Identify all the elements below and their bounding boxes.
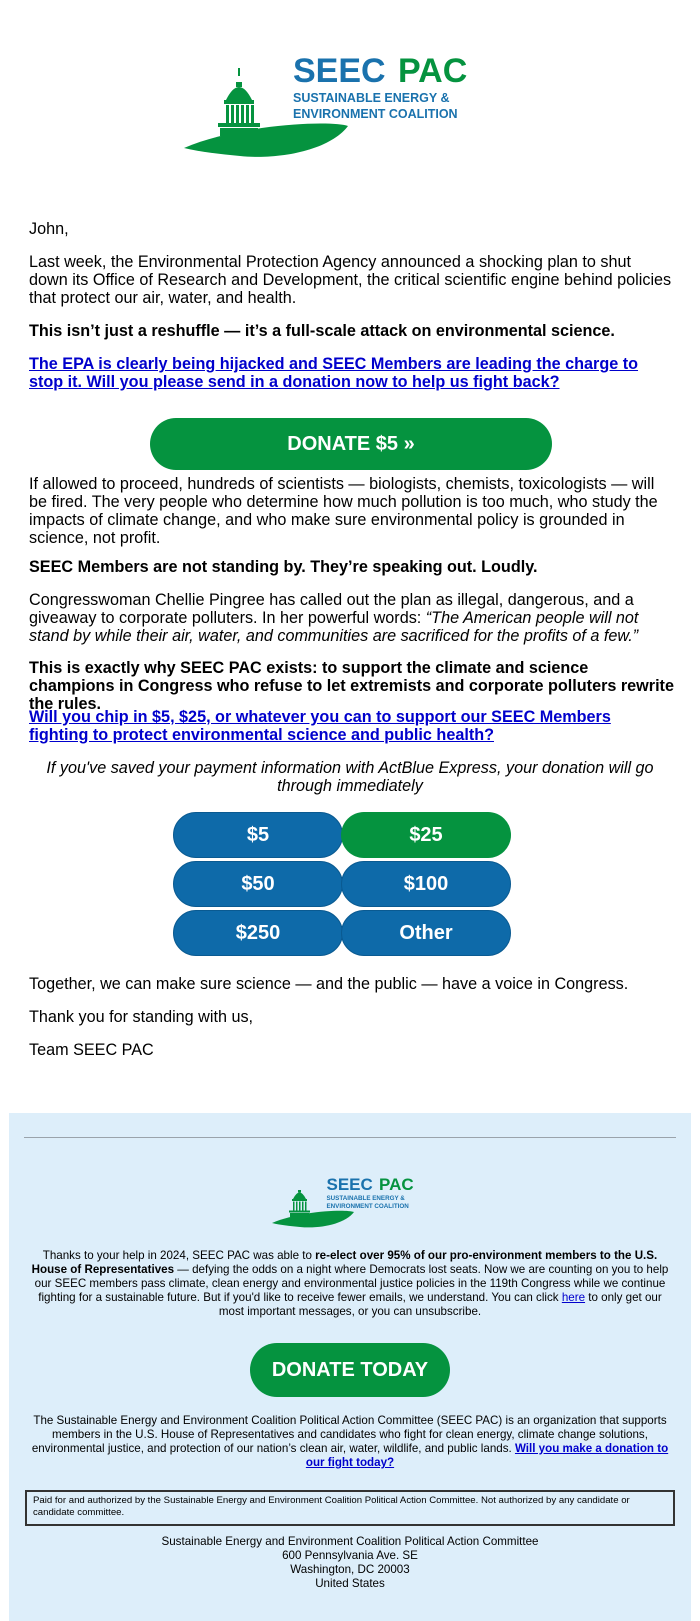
footer-logo — [270, 1165, 430, 1233]
address-line-2: 600 Pennsylvania Ave. SE — [282, 1549, 418, 1562]
footer-about-paragraph — [30, 1414, 670, 1470]
paragraph-scientists: If allowed to proceed, hundreds of scientists — biologists, chemists, toxicologists — will be fired. The very people who determine how much pollution is too much, who study the impacts of climate change, and who make sure environmental policy is grounded in science, not profit. — [29, 475, 658, 547]
footer-address — [30, 1535, 670, 1591]
footer-logo-word-seec: SEEC — [326, 1175, 373, 1194]
paragraph-epa-plan: Last week, the Environmental Protection Agency announced a shocking plan to shut down its Office of Research and Development, the critical scientific engine behind policies that protect our air, water, and health. — [29, 253, 672, 307]
amount-button-250[interactable]: $250 — [173, 910, 343, 956]
footer-logo-line2: ENVIRONMENT COALITION — [326, 1203, 409, 1210]
pingree-text: Congresswoman Chellie Pingree has called out the plan as illegal, dangerous, and a giveaway to corporate polluters. In her powerful words: — [29, 591, 634, 627]
paragraph-attack: This isn’t just a reshuffle — it’s a full-scale attack on environmental science. — [29, 322, 615, 340]
address-line-4: United States — [315, 1577, 385, 1590]
footer-about-text: The Sustainable Energy and Environment Coalition Political Action Committee (SEEC PAC) is an organization that supports members in the U.S. House of Representatives and candidates who fight for clean energy, climate change solutions, environmental justice, and protection of our nation’s clean air, water, wildlife, and public lands. — [31, 1414, 667, 1455]
footer-thanks-bold: re-elect over 95% of our pro-environment members to the U.S. House of Representatives — [31, 1249, 658, 1276]
footer-thanks-c: — defying the odds on a night where Democrats lost seats. Now we are counting on you to help our SEEC members pass climate, clean energy and environmental justice policies in the 119th Congress while we continue fighting for a sustainable future. But if you'd like to receive fewer emails, we understand. You can click — [34, 1263, 669, 1304]
footer-thanks-paragraph — [30, 1249, 670, 1319]
amount-button-100[interactable]: $100 — [341, 861, 511, 907]
logo-word-pac: PAC — [398, 52, 468, 90]
footer-thanks-a: Thanks to your help in 2024, SEEC PAC was able to — [42, 1249, 316, 1262]
paragraph-members-speaking: SEEC Members are not standing by. They’re speaking out. Loudly. — [29, 558, 538, 576]
logo-line2: ENVIRONMENT COALITION — [293, 107, 458, 121]
logo-word-seec: SEEC — [293, 52, 386, 90]
paid-for-disclaimer: Paid for and authorized by the Sustainable Energy and Environment Coalition Political Action Committee. Not authorized by any candidate or candidate committee. — [25, 1490, 675, 1526]
donation-link-fight-back[interactable]: The EPA is clearly being hijacked and SEEC Members are leading the charge to stop it. Will you please send in a donation now to help us fight back? — [29, 355, 639, 391]
signature: Team SEEC PAC — [29, 1041, 154, 1059]
pingree-quote: “The American people will not stand by while their air, water, and communities are sacrificed for the profits of a few.” — [29, 609, 639, 645]
actblue-express-note: If you've saved your payment information with ActBlue Express, your donation will go through immediately — [46, 759, 654, 795]
donate-5-button[interactable]: DONATE $5 » — [150, 418, 552, 470]
paragraph-why-seec: This is exactly why SEEC PAC exists: to support the climate and science champions in Congress who refuse to let extremists and corporate polluters rewrite the rules. — [29, 659, 674, 713]
footer-logo-line1: SUSTAINABLE ENERGY & — [326, 1195, 405, 1202]
paragraph-together: Together, we can make sure science — and the public — have a voice in Congress. — [29, 975, 629, 993]
amount-button-25[interactable]: $25 — [341, 812, 511, 858]
amount-button-5[interactable]: $5 — [173, 812, 343, 858]
donation-link-chip-in[interactable]: Will you chip in $5, $25, or whatever you can to support our SEEC Members fighting to protect environmental science and public health? — [29, 708, 611, 744]
footer-thanks-d: to only get our most important messages, or you can unsubscribe. — [218, 1291, 662, 1318]
paragraph-pingree — [29, 591, 674, 645]
seec-pac-logo — [180, 38, 500, 162]
amount-button-50[interactable]: $50 — [173, 861, 343, 907]
donate-today-button[interactable]: DONATE TODAY — [250, 1343, 450, 1397]
address-line-1: Sustainable Energy and Environment Coalition Political Action Committee — [161, 1535, 539, 1548]
footer-divider — [24, 1137, 676, 1138]
footer-logo-word-pac: PAC — [379, 1175, 414, 1194]
logo-line1: SUSTAINABLE ENERGY & — [293, 91, 450, 105]
fewer-emails-link[interactable]: here — [561, 1291, 586, 1304]
amount-button-other[interactable]: Other — [341, 910, 511, 956]
footer-donate-link[interactable]: Will you make a donation to our fight today? — [305, 1442, 669, 1469]
greeting: John, — [29, 220, 69, 238]
paragraph-thank-you: Thank you for standing with us, — [29, 1008, 254, 1026]
address-line-3: Washington, DC 20003 — [290, 1563, 410, 1576]
